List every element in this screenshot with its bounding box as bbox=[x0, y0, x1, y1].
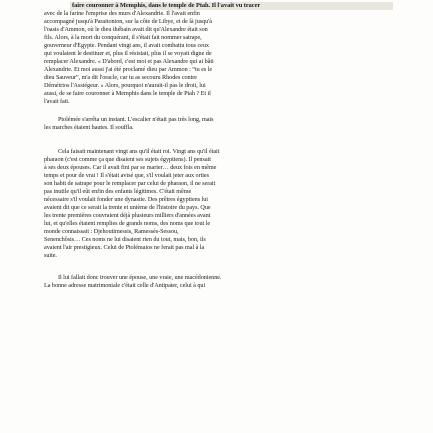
paragraph-1-line: l'avait fait. bbox=[44, 98, 70, 105]
paragraph-1-line: Démétrios l'Assiégeur. » Alors, pourquoi n'aurait-il pas le droit, lui bbox=[44, 82, 206, 89]
paragraph-3-line: à ses deux épouses. Car il avait fini par se marier… deux fois en même bbox=[44, 164, 217, 171]
paragraph-1-line: aussi, de se faire couronner à Memphis dans le temple de Ptah ? Et il bbox=[44, 90, 211, 97]
paragraph-3-line: Cela faisait maintenant vingt ans qu'il était roi. Vingt ans qu'il était bbox=[58, 148, 220, 155]
paragraph-2-line: Ptolémée s'arrêta un instant. L'escalier n'était pas très long, mais bbox=[58, 116, 214, 123]
paragraph-1-line: l'oasis d'Ammon, où le dieu thébain avait dit qu'Alexandre était son bbox=[44, 26, 208, 33]
paragraph-3-line: pas inutile qu'il eût enfin des enfants légitimes. C'était même bbox=[44, 188, 192, 195]
paragraph-3-line: avaient dit que ce serait la trente et unième de l'histoire du pays. Que bbox=[44, 204, 211, 211]
paragraph-1-line: avec de la farine l'emprise des murs d'Alexandrie. Il l'avait enfin bbox=[44, 10, 200, 17]
paragraph-3-line: nécessaire s'il voulait fonder une dynastie. Des prêtres égyptiens lui bbox=[44, 196, 208, 203]
paragraph-3-line: lui, et qu'elles étaient remplies de grands noms, des noms que tout le bbox=[44, 220, 211, 227]
paragraph-3-line: son habit de satrape pour le remplacer par celui de pharaon, il ne serait bbox=[44, 180, 216, 187]
header-text-line: faire couronner à Memphis, dans le temple de Ptah. Il l'avait vu tracer bbox=[70, 2, 393, 10]
paragraph-1-line: Alexandrie. Et moi aussi j'ai été proclamé dieu par Ammon : “tu es le bbox=[44, 66, 213, 73]
paragraph-3-line: suite. bbox=[44, 252, 57, 259]
paragraph-3-line: Senenchôsis… Ces noms ne lui disaient rien du tout, mais, bon, ils bbox=[44, 236, 206, 243]
paragraph-4-line: Il lui fallait donc trouver une épouse, une vraie, une macédonienne. bbox=[58, 274, 222, 281]
paragraph-3-line: les trente premières couvraient déjà plusieurs milliers d'années avant bbox=[44, 212, 211, 219]
paragraph-1-line: gouverneur d'Égypte. Pendant vingt ans, il avait combattu tous ceux bbox=[44, 42, 209, 49]
paragraph-3-line: avaient l'air prestigieux. Celui de Ptolémaios ne ferait pas mal à la bbox=[44, 244, 205, 251]
paragraph-1-line: accompagné jusqu'à Paraitonion, sur la côte de Libye, et de là jusqu'à bbox=[44, 18, 212, 25]
paragraph-2-line: les marches étaient hautes. Il souffla. bbox=[44, 124, 134, 131]
paragraph-4-line: La bonne adresse matrimoniale c'était celle d'Antipater, celui à qui bbox=[44, 282, 206, 289]
paragraph-1-line: qui voulaient le destituer et, plus il résistait, plus il se voyait digne de bbox=[44, 50, 212, 57]
paragraph-3-line: monde connaissait : Djehoutimessis, Ramessès-Sessou, bbox=[44, 228, 179, 235]
paragraph-1-line: dieu Sauveur”, m'a dit l'oracle, car tu as secouru Rhodes contre bbox=[44, 74, 197, 81]
paragraph-1-line: fils. Alors, à la mort du conquérant, il s'était fait nommer satrape, bbox=[44, 34, 202, 41]
paragraph-1-line: remplacer Alexandre. « D'abord, c'est moi et pas Alexandre qui ai bâti bbox=[44, 58, 214, 65]
paragraph-3-line: temps et pour de vrai ! Il s'était avisé que, s'il voulait jeter aux orties bbox=[44, 172, 209, 179]
paragraph-3-line: pharaon (c'est comme ça que disaient ses sujets égyptiens). Il pensait bbox=[44, 156, 211, 163]
